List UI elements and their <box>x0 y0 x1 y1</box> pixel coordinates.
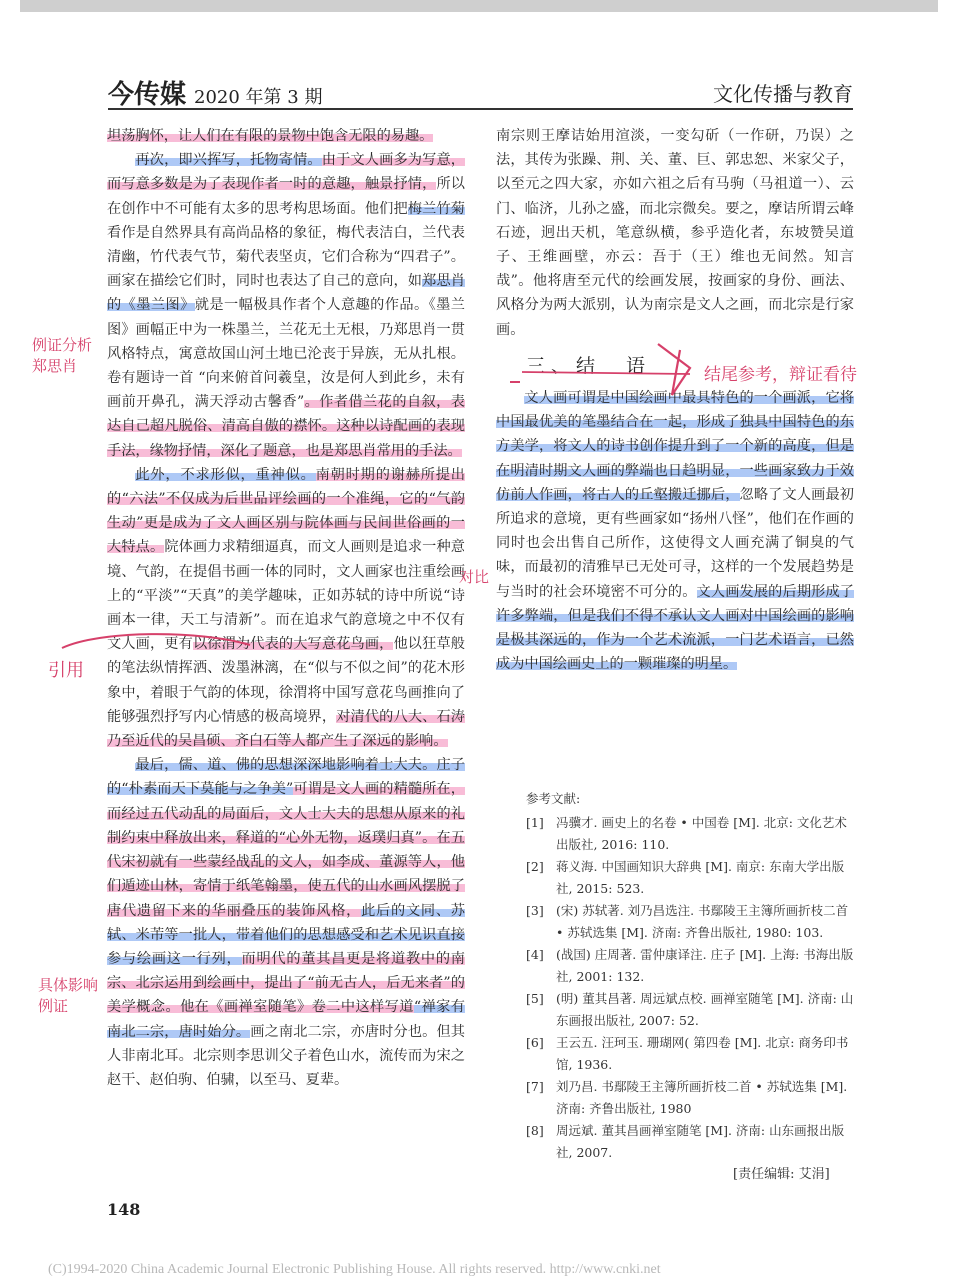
reference-text: 刘乃昌. 书鄢陵王主簿所画折枝二首 • 苏轼选集 [M]. 济南: 齐鲁出版社, 1980 <box>556 1079 848 1116</box>
reference-text: (宋) 苏轼著. 刘乃昌选注. 书鄢陵王主簿所画折枝二首 • 苏轼选集 [M]. 济南: 齐鲁出版社, 1980: 103. <box>556 903 849 940</box>
reference-text: 冯骥才. 画史上的名卷 • 中国卷 [M]. 北京: 文化艺术出版社, 2016: 110. <box>556 815 847 852</box>
text-segment: 就是一幅极具作者个人意趣的作品。《墨兰图》画幅正中为一株墨兰，兰花无土无根，乃郑思肖一贯风格特点，寓意故国山河土地已沦丧于异族，无从扎根。卷有题诗一首 “向来俯首问羲皇，汝是何人到此乡，未有画前开鼻孔，满天浮动古馨香” <box>107 297 465 411</box>
right-paragraph-1-tail: 。他将唐至元代的绘画发展，按画家的身份、画法、风格分为两大派别，认为南宗是文人之画，而北宗是行家画。 <box>496 273 854 338</box>
reference-item <box>526 988 856 1032</box>
left-paragraph-3 <box>107 463 465 753</box>
text-segment: 。而在追求气韵意境之中不仅有文人画，更有 <box>107 612 465 653</box>
reference-item <box>526 1120 856 1164</box>
text-segment: 梅兰竹菊 <box>407 200 465 217</box>
text-segment: “禅家有南北二宗，唐时始分。 <box>107 999 465 1040</box>
left-paragraph-1 <box>107 124 465 148</box>
text-segment: 再次，即兴挥写，托物寄情。 <box>135 152 322 169</box>
reference-item <box>526 900 856 944</box>
reference-number: [7] <box>526 1079 544 1094</box>
top-edge-bar <box>20 0 938 12</box>
text-segment: 在五代宋初就有一些蒙经战乱的文人，如李成、董源等人，他们遁迹山林，寄情于纸笔翰墨，使五代的山水画风摆脱了唐代遗留下来的华丽叠压的装饰风格， <box>107 829 465 919</box>
text-segment: 所以在创作中不可能有太多的思考构思场面。他们把 <box>107 176 465 217</box>
text-segment: 南朝时期的谢赫所提出的“六法”不仅成为后世品评绘画的一个准绳，它的“气韵生动”更是成为了文人画区别与院体画与民间世俗画的一大特点。 <box>107 466 465 556</box>
right-paragraph-1 <box>496 124 854 342</box>
page-header <box>108 74 853 110</box>
text-segment: 看作是自然界具有高尚品格的象征，梅代表洁白，兰代表清幽，竹代表气节，菊代表坚贞，它们合称为“四君子”。画家在描绘它们时，同时也表达了自己的意向，如 <box>107 224 465 290</box>
reference-number: [6] <box>526 1035 544 1050</box>
text-segment: 但是在明清时期文人画的弊端也日趋明显，一些画家致力于效仿前人作画，将古人的丘壑搬迁挪后， <box>496 438 854 503</box>
text-segment: 最后，儒、道、佛的思想深深地影响着士大夫。庄子的“朴素而天下莫能与之争美” <box>107 757 465 798</box>
text-segment: 可谓是文人画的精髓所在，而经过五代动乱的局面后，文人士大夫的思想从原来的礼制约束中释放出来，释道的“心外无物，返璞归真”。 <box>107 781 465 846</box>
copyright-footer: (C)1994-2020 China Academic Journal Electronic Publishing House. All rights reserved. http://www.cnki.net <box>48 1262 661 1277</box>
reference-text: 王云五. 汪珂玉. 珊瑚网( 第四卷 [M]. 北京: 商务印书馆, 1936. <box>556 1035 849 1072</box>
text-segment: 画之南北二宗，亦唐时分也。但其人非南北耳。 <box>107 1023 465 1064</box>
journal-name: 今传媒 <box>108 80 187 110</box>
right-paragraph-1-main: 南宗则王摩诘始用渲淡，一变勾斫（一作研，乃误）之法，其传为张躁、荆、关、董、巨、郭忠恕、米家父子，以至元之四大家，亦如六祖之后有马驹（马祖道一）、云门、临济，儿孙之盛，而北宗微矣。要之，摩诘所谓云峰石迹，迥出天机，笔意纵横，参乎造化者，东坡赞吴道子、王维画壁，亦云：吾于（王）维也无间然。知言哉” <box>496 128 854 290</box>
journal-title <box>108 74 322 111</box>
page-number: 148 <box>107 1200 141 1219</box>
reference-text: 蒋义海. 中国画知识大辞典 [M]. 南京: 东南大学出版社, 2015: 523. <box>556 859 845 896</box>
reference-number: [5] <box>526 991 544 1006</box>
text-segment: 院体画力求精细逼真，而文人画则是追求一种意境、气韵，在提倡书画一体的同时，文人画家也注重绘画上的“平淡”“天真”的美学趣味，正如苏轼的诗中所说“诗画本一律，天工与清新” <box>107 539 465 629</box>
reference-text: (战国) 庄周著. 雷仲康译注. 庄子 [M]. 上海: 书海出版社, 2001: 132. <box>556 947 854 984</box>
right-column <box>496 124 854 676</box>
text-segment: 北宗则李思训父子着色山水，流传而为宋之赵干、赵伯驹、伯骕，以至马、夏辈。 <box>107 1047 465 1088</box>
conclusion-paragraph <box>496 386 854 676</box>
annotation-specific-influence: 具体影响 例证 <box>38 976 99 1015</box>
text-segment: 而明代的董其昌更是将道教中的南宗、北宗运用到绘画中，提出了“前无古人，后无来者”的美学概念。他在《画禅室随笔》卷二中这样写道 <box>107 950 465 1016</box>
journal-issue: 2020 年第 3 期 <box>194 87 323 108</box>
reference-number: [3] <box>526 903 544 918</box>
text-segment: 坦荡胸怀，让人们在有限的景物中饱含无限的易趣。 <box>107 128 434 144</box>
reference-item <box>526 944 856 988</box>
reference-list <box>526 812 856 1164</box>
annotation-citation: 引用 <box>48 660 84 681</box>
section-name: 文化传播与教育 <box>713 82 853 106</box>
reference-number: [2] <box>526 859 544 874</box>
annotation-conclusion: 结尾参考，辩证看待 <box>704 365 857 385</box>
reference-text: (明) 董其昌著. 周远斌点校. 画禅室随笔 [M]. 济南: 山东画报出版社, 2007: 52. <box>556 991 854 1028</box>
text-segment: 由于文人画多为写意，而写意多数是为了表现作者一时的意趣，触景抒情， <box>107 152 465 193</box>
annotation-contrast: 对比 <box>459 568 490 586</box>
text-segment: 。作者借兰花的自叙，表达自己超凡脱俗、清高自傲的襟怀。这种以诗配画的表现手法，缘物抒情，深化了题意，也是郑思肖常用的手法。 <box>107 394 465 459</box>
text-segment: 郑思肖的《墨兰图》 <box>107 273 465 314</box>
reference-item <box>526 1032 856 1076</box>
reference-text: 周远斌. 董其昌画禅室随笔 [M]. 济南: 山东画报出版社, 2007. <box>556 1123 845 1160</box>
references-title: 参考文献: <box>526 791 581 806</box>
reference-item <box>526 812 856 856</box>
left-paragraph-4 <box>107 753 465 1092</box>
text-segment: 以徐渭为代表的大写意花鸟画， <box>192 636 394 653</box>
reference-item <box>526 1076 856 1120</box>
reference-number: [4] <box>526 947 544 962</box>
editor-credit: [责任编辑: 艾涓] <box>733 1167 830 1182</box>
left-column <box>107 124 465 1092</box>
text-segment: 此后的文同、苏轼、米芾等一批人，带着他们的思想感受和艺术见识直接参与绘画这一行列， <box>107 902 465 967</box>
text-segment: 他以狂草般的笔法纵情挥洒、泼墨淋漓，在“似与不似之间”的花木形象中，着眼于气韵的体现，徐渭将中国写意花鸟画推向了能够强烈抒写内心情感的极高境界， <box>107 636 465 725</box>
text-segment: 文人画发展的后期形成了许多弊端，但是我们不得不承认文人画对中国绘画的影响是极其深远的，作为一个艺术流派，一门艺术语言，已然成为中国绘画史上的一颗璀璨的明星。 <box>496 583 854 673</box>
reference-item <box>526 856 856 900</box>
text-segment: 对清代的八大、石涛乃至近代的吴昌硕、齐白石等人都产生了深远的影响。 <box>107 708 465 750</box>
text-segment: 忽略了文人画最初所追求的意境，更有些画家如“扬州八怪”，他们在作画的同时也会出售自己所作，这使得文人画充满了铜臭的气味，而最初的清雅早已无处可寻，这样的一个发展趋势是与当时的社会环境密不可分的。 <box>496 486 854 600</box>
reference-number: [1] <box>526 815 544 830</box>
text-segment: 文人画可谓是中国绘画中最具特色的一个画派，它将中国最优美的笔墨结合在一起，形成了独具中国特色的东方美学，将文人的诗书创作提升到了一个新的高度， <box>496 390 854 455</box>
section-heading: 三、结 语 <box>526 354 652 377</box>
reference-number: [8] <box>526 1123 544 1138</box>
left-paragraph-2 <box>107 148 465 463</box>
references <box>526 788 856 1164</box>
annotation-example-analysis: 例证分析 郑思肖 <box>32 336 93 375</box>
text-segment: 此外，不求形似，重神似。 <box>135 466 316 483</box>
